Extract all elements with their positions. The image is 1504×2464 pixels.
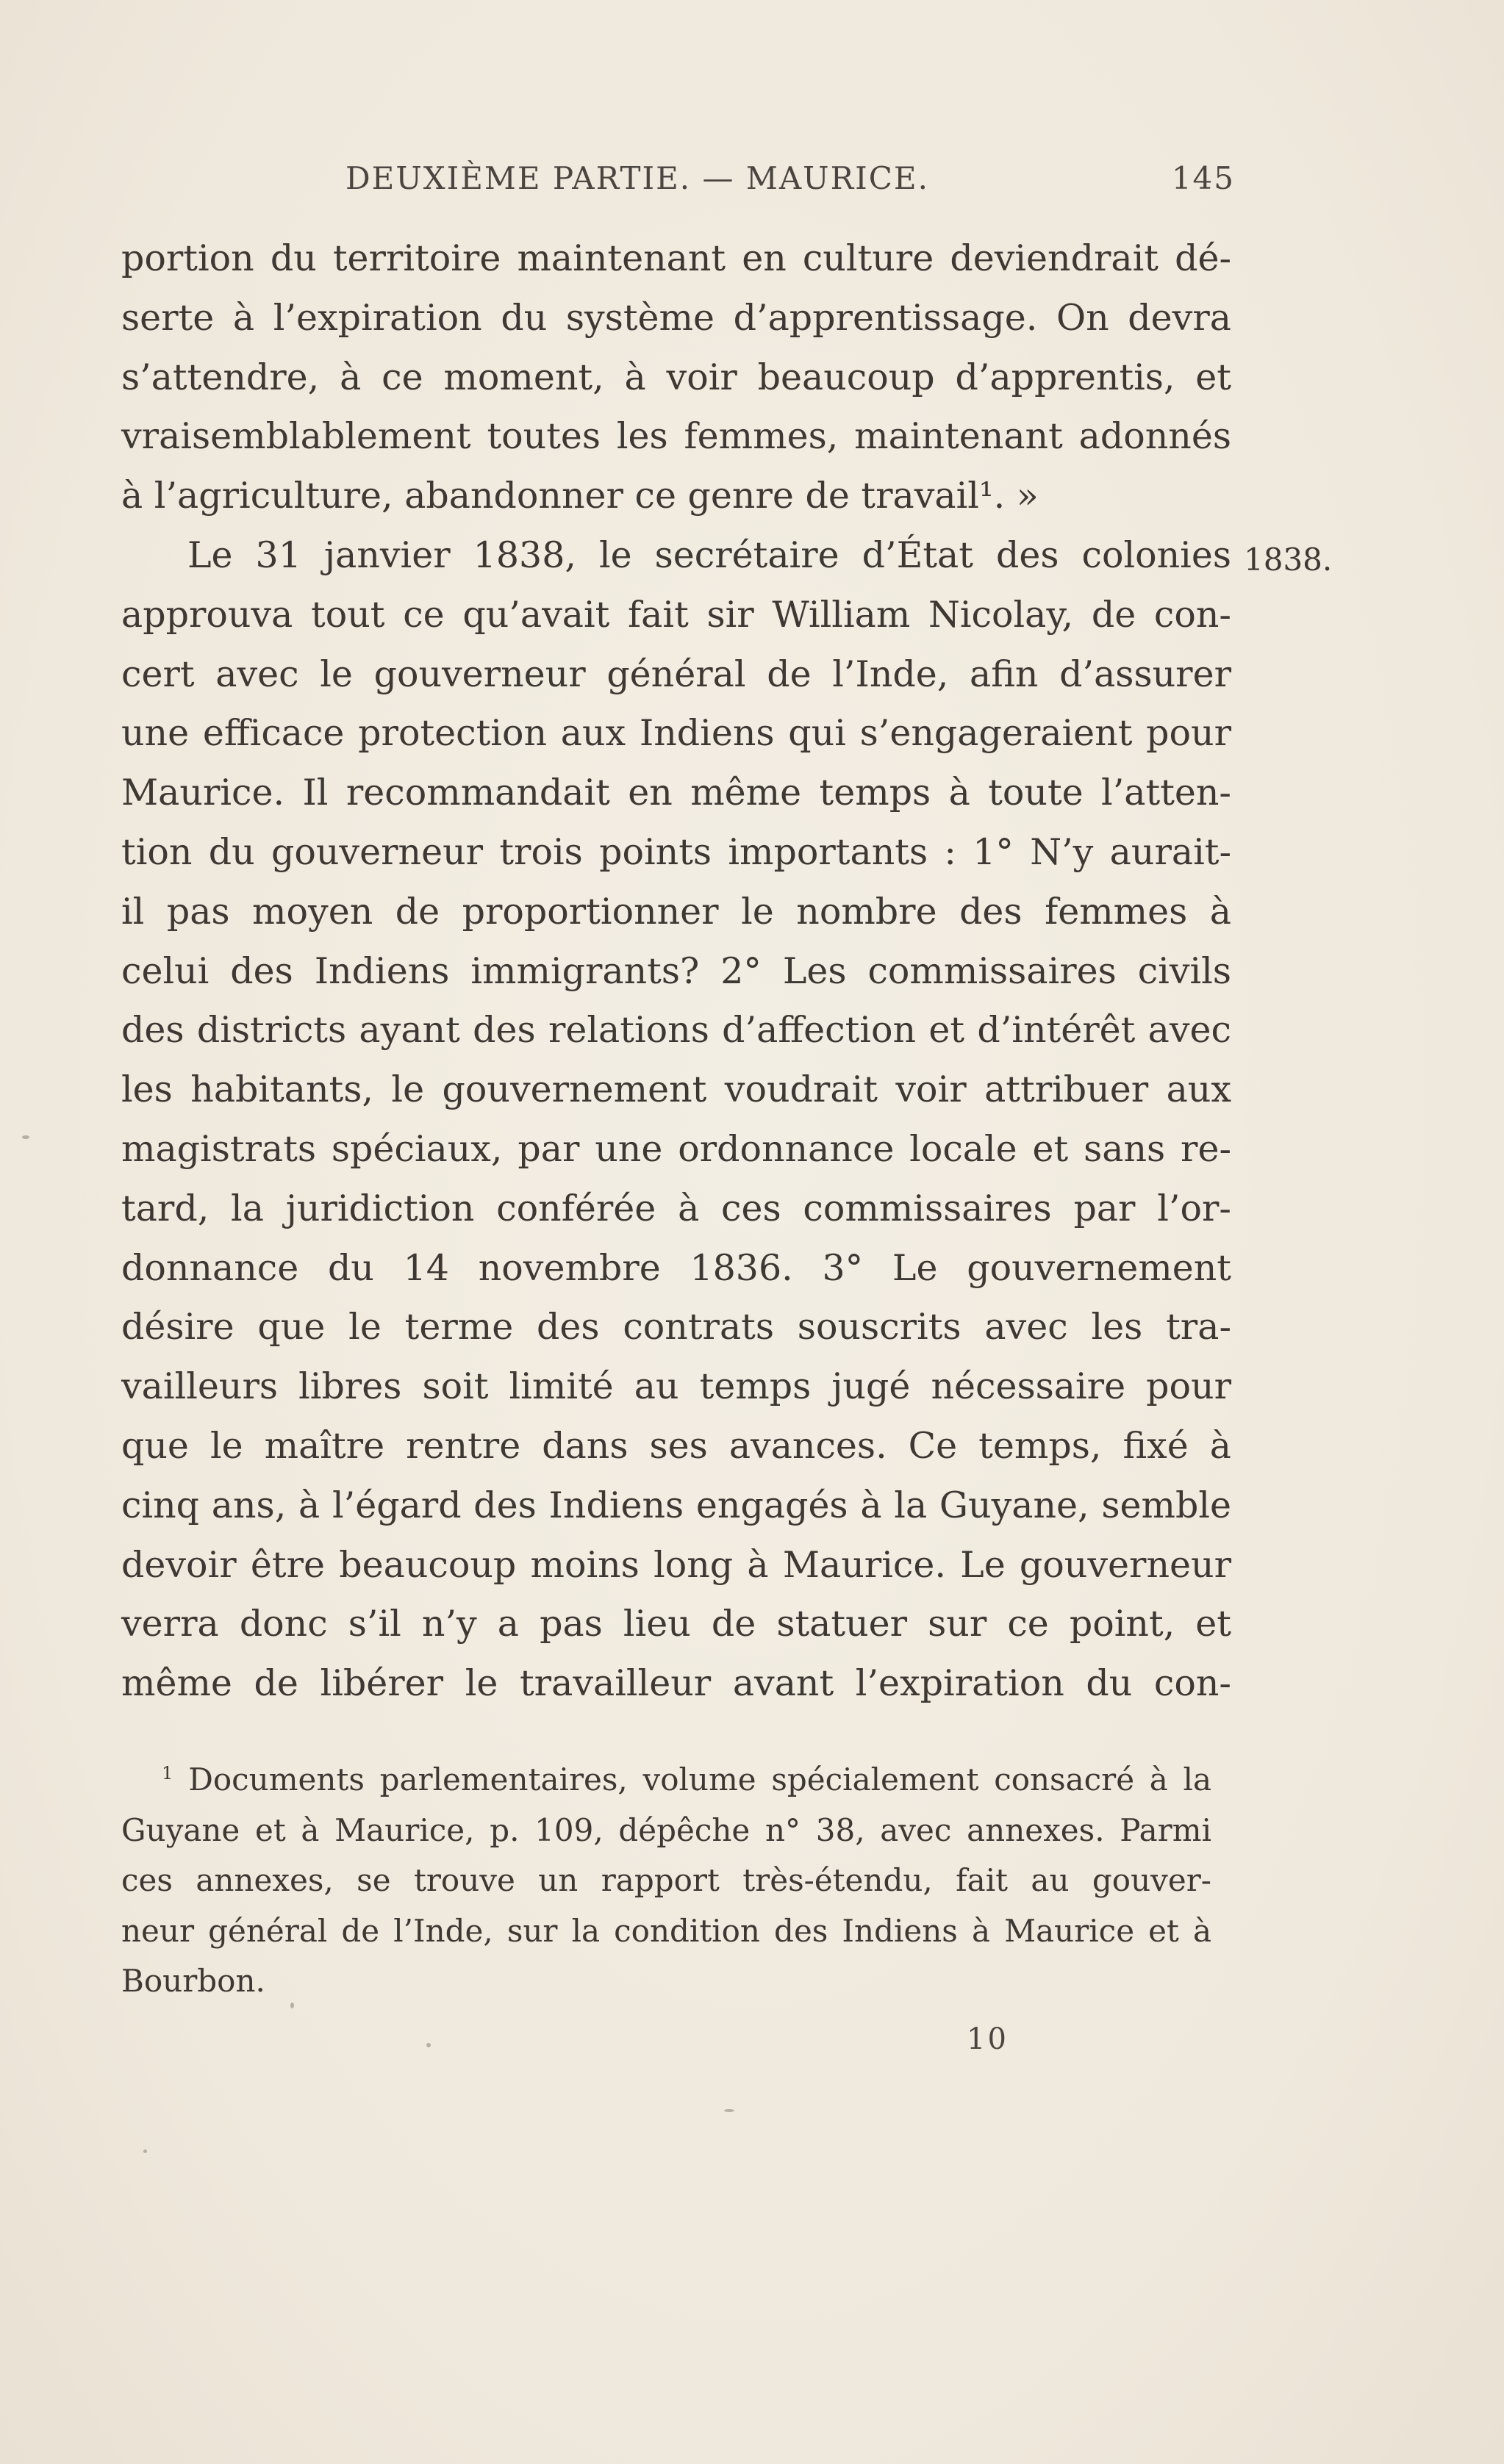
body-line: désire que le terme des contrats souscrits avec les tra-	[121, 1306, 1231, 1348]
paper-speck	[22, 1135, 29, 1139]
body-line: serte à l’expiration du système d’apprentissage. On devra	[121, 296, 1231, 339]
footnote-line: ces annexes, se trouve un rapport très-étendu, fait au gouver-	[121, 1862, 1211, 1899]
running-head	[345, 160, 1235, 204]
body-line: approuva tout ce qu’avait fait sir William Nicolay, de con-	[121, 593, 1231, 636]
footnote-marker: 1	[162, 1761, 173, 1784]
footnote-line: Guyane et à Maurice, p. 109, dépêche n° 38, avec annexes. Parmi	[121, 1811, 1211, 1848]
body-text	[121, 229, 1231, 1714]
signature-mark: 10	[967, 2022, 1009, 2056]
margin-note-year: 1838.	[1244, 542, 1333, 578]
paper-speck	[290, 2003, 294, 2008]
paper-speck	[426, 2043, 431, 2047]
body-line: Le 31 janvier 1838, le secrétaire d’État des colonies	[187, 534, 1231, 576]
body-line: les habitants, le gouvernement voudrait voir attribuer aux	[121, 1068, 1231, 1111]
body-line: verra donc s’il n’y a pas lieu de statuer sur ce point, et	[121, 1603, 1231, 1645]
body-line: tion du gouverneur trois points importants : 1° N’y aurait-	[121, 830, 1231, 873]
footnote-line: neur général de l’Inde, sur la condition des Indiens à Maurice et à	[121, 1912, 1211, 1949]
body-line: cinq ans, à l’égard des Indiens engagés à la Guyane, semble	[121, 1484, 1231, 1526]
footnote-line: Bourbon.	[121, 1963, 265, 2000]
paper-speck	[143, 2149, 147, 2153]
footnote-line-first	[121, 1755, 1211, 1806]
page-number: 145	[1171, 160, 1235, 196]
body-line: donnance du 14 novembre 1836. 3° Le gouvernement	[121, 1246, 1231, 1289]
body-line: une efficace protection aux Indiens qui s’engageraient pour	[121, 712, 1231, 755]
body-line: même de libérer le travailleur avant l’expiration du con-	[121, 1662, 1231, 1705]
body-line: il pas moyen de proportionner le nombre des femmes à	[121, 890, 1231, 933]
body-line: portion du territoire maintenant en culture deviendrait dé-	[121, 237, 1231, 279]
footnote-text: Documents parlementaires, volume spécialement consacré à la	[188, 1761, 1211, 1797]
body-line: vraisemblablement toutes les femmes, maintenant adonnés	[121, 415, 1231, 458]
footnote	[121, 1755, 1211, 2007]
body-line: vailleurs libres soit limité au temps jugé nécessaire pour	[121, 1365, 1231, 1408]
body-line: cert avec le gouverneur général de l’Inde, afin d’assurer	[121, 653, 1231, 695]
paper-speck	[724, 2109, 734, 2112]
body-line: tard, la juridiction conférée à ces commissaires par l’or-	[121, 1187, 1231, 1229]
body-line: que le maître rentre dans ses avances. Ce temps, fixé à	[121, 1424, 1231, 1467]
running-head-title: DEUXIÈME PARTIE. — MAURICE.	[345, 160, 929, 196]
body-line: des districts ayant des relations d’affection et d’intérêt avec	[121, 1009, 1231, 1052]
body-line: celui des Indiens immigrants? 2° Les commissaires civils	[121, 949, 1231, 992]
body-line: s’attendre, à ce moment, à voir beaucoup d’apprentis, et	[121, 356, 1231, 398]
body-line: devoir être beaucoup moins long à Maurice. Le gouverneur	[121, 1543, 1231, 1586]
body-line: magistrats spéciaux, par une ordonnance locale et sans re-	[121, 1127, 1231, 1170]
body-line: à l’agriculture, abandonner ce genre de travail¹. »	[121, 475, 1039, 517]
body-line: Maurice. Il recommandait en même temps à toute l’atten-	[121, 772, 1231, 814]
